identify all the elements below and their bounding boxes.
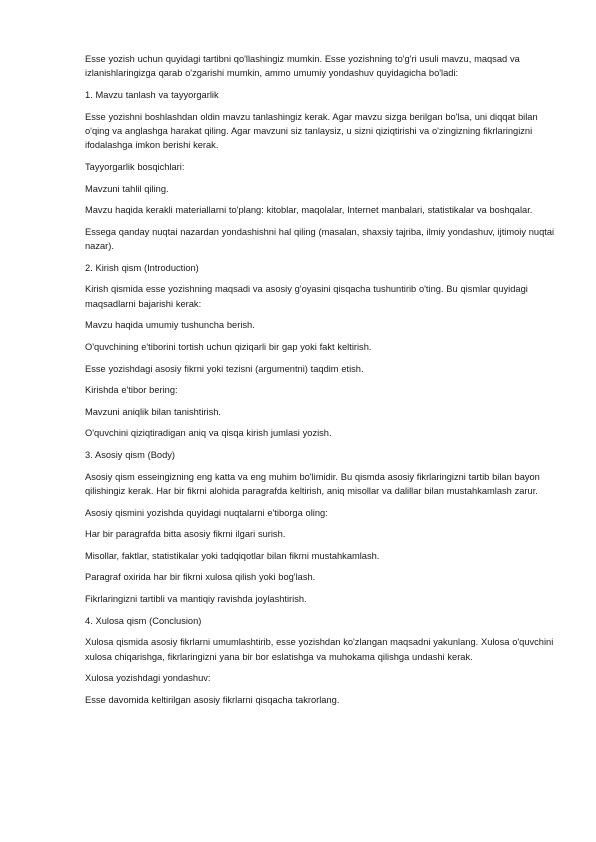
- body-point: Paragraf oxirida har bir fikrni xulosa qilish yoki bog'lash.: [85, 572, 316, 583]
- body-paragraph: Asosiy qism esseingizning eng katta va eng muhim bo'limidir. Bu qismda asosiy fikrlaringizni tartib bilan bayon qilishingiz kerak. Har bir fikrni alohida paragrafda keltirish, aniq misollar va dalillar bilan mustahkamlash zarur.: [85, 471, 540, 496]
- section-heading-topic-selection: 1. Mavzu tanlash va tayyorgarlik: [85, 90, 219, 100]
- conclusion-paragraph: Xulosa qismida asosiy fikrlarni umumlashtirib, esse yozishdan ko'zlangan maqsadni yakunlang. Xulosa o'quvchini xulosa chiqarishga, fikrlaringizni yana bir bor eslatishga va muhokama qilishga undashi kerak.: [85, 637, 554, 662]
- section-heading-conclusion: 4. Xulosa qism (Conclusion): [85, 615, 202, 626]
- introduction-goal: O'quvchining e'tiborini tortish uchun qiziqarli bir gap yoki fakt keltirish.: [85, 341, 372, 352]
- body-point: Misollar, faktlar, statistikalar yoki tadqiqotlar bilan fikrni mustahkamlash.: [85, 550, 380, 561]
- body-point: Har bir paragrafda bitta asosiy fikrni ilgari surish.: [85, 529, 286, 540]
- preparation-step: Mavzuni tahlil qiling.: [85, 183, 169, 194]
- conclusion-approach-label: Xulosa yozishdagi yondashuv:: [85, 673, 211, 684]
- body-points-label: Asosiy qismini yozishda quyidagi nuqtalarni e'tiborga oling:: [85, 507, 328, 518]
- section-heading-introduction: 2. Kirish qism (Introduction): [85, 262, 199, 273]
- introduction-note: O'quvchini qiziqtiradigan aniq va qisqa kirish jumlasi yozish.: [85, 428, 332, 439]
- section-heading-body: 3. Asosiy qism (Body): [85, 449, 175, 460]
- introduction-paragraph: Kirish qismida esse yozishning maqsadi va asosiy g'oyasini qisqacha tushuntirib o'ting. Bu qismlar quyidagi maqsadlarni bajarishi kerak:: [85, 284, 528, 309]
- preparation-step: Essega qanday nuqtai nazardan yondashishni hal qiling (masalan, shaxsiy tajriba, ilmiy yondashuv, ijtimoiy nuqtai nazar).: [85, 226, 555, 252]
- preparation-steps-label: Tayyorgarlik bosqichlari:: [85, 162, 185, 172]
- body-point: Fikrlaringizni tartibli va mantiqiy ravishda joylashtirish.: [85, 593, 307, 604]
- preparation-step: Mavzu haqida kerakli materiallarni to'plang: kitoblar, maqolalar, Internet manbalari, statistikalar va boshqalar.: [85, 205, 533, 216]
- introduction-goal: Esse yozishdagi asosiy fikrni yoki tezisni (argumentni) taqdim etish.: [85, 363, 364, 374]
- topic-selection-paragraph: Esse yozishni boshlashdan oldin mavzu tanlashingiz kerak. Agar mavzu sizga berilgan bo'lsa, uni diqqat bilan o'qing va anglashga harakat qiling. Agar mavzuni siz tanlaysiz, u sizni qiziqtirishi va o'zingizning fikrlaringizni ifodalashga imkon berishi kerak.: [85, 111, 538, 151]
- introduction-notes-label: Kirishda e'tibor bering:: [85, 385, 178, 396]
- introduction-note: Mavzuni aniqlik bilan tanishtirish.: [85, 406, 221, 417]
- conclusion-approach-item: Esse davomida keltirilgan asosiy fikrlarni qisqacha takrorlang.: [85, 694, 340, 705]
- intro-paragraph: Esse yozish uchun quyidagi tartibni qo'llashingiz mumkin. Esse yozishning to'g'ri usuli mavzu, maqsad va izlanishlaringizga qarab o'zgarishi mumkin, ammo umumiy yondashuv quyidagicha bo'ladi:: [85, 54, 520, 79]
- introduction-goal: Mavzu haqida umumiy tushuncha berish.: [85, 320, 255, 331]
